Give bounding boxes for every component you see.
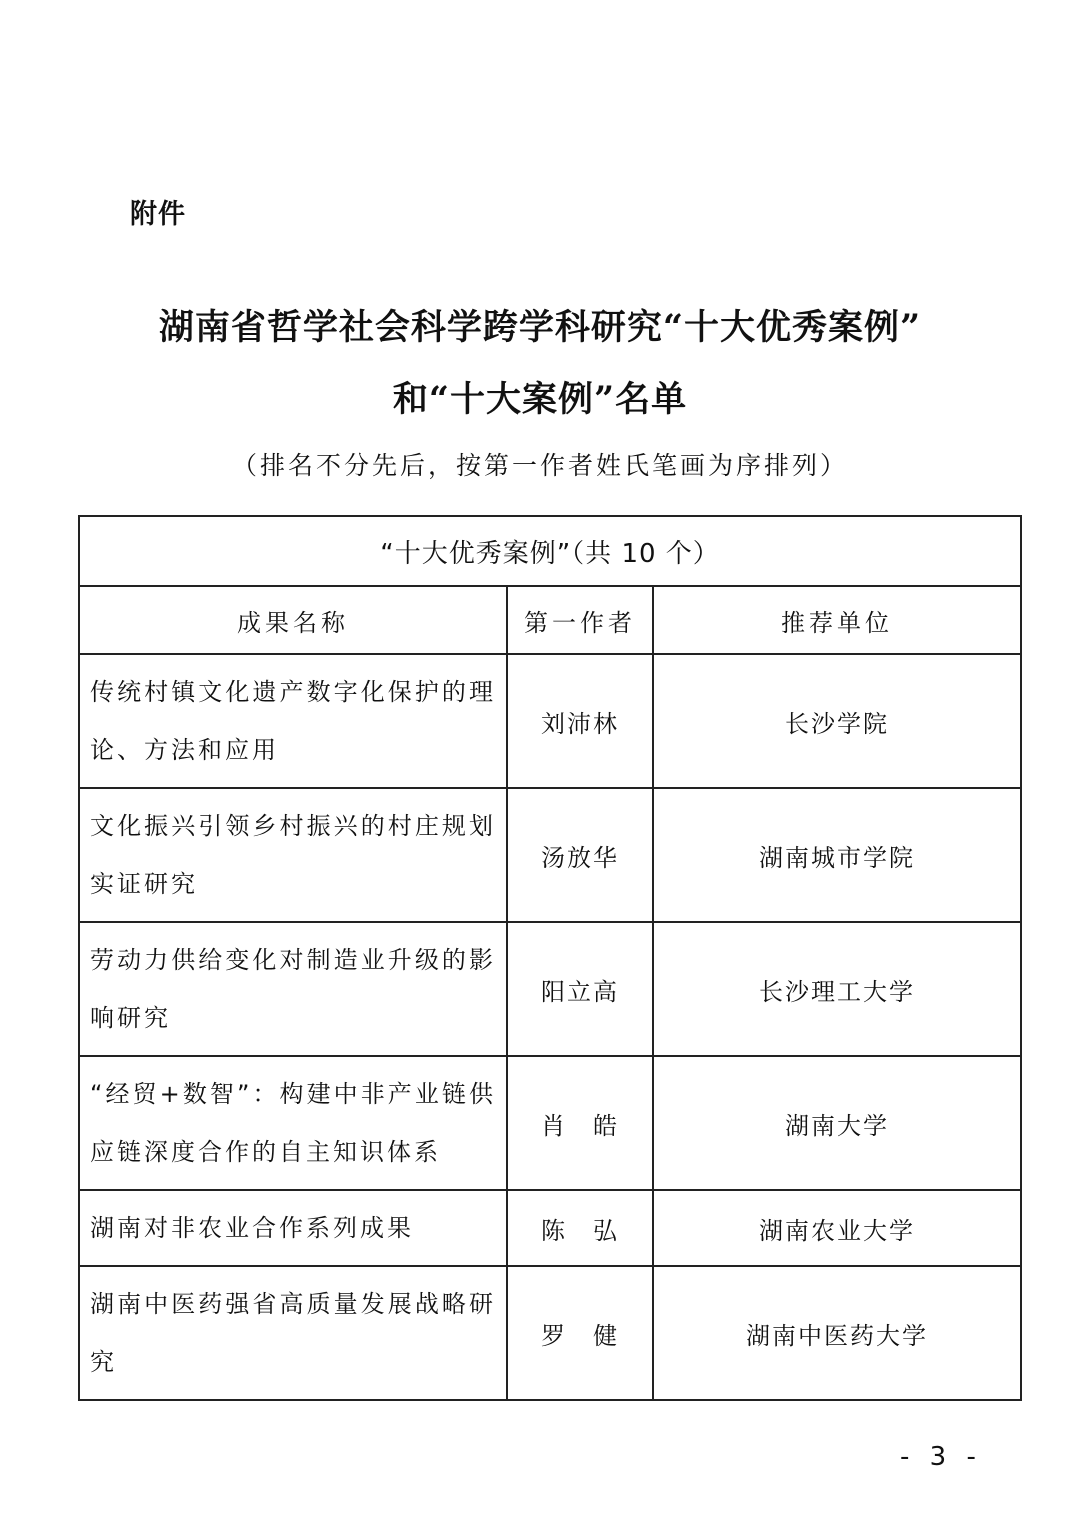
table-row: [79, 1190, 1021, 1266]
case-author: 陈 弘: [507, 1190, 653, 1266]
attachment-label: 附件: [130, 199, 186, 230]
case-unit: 湖南农业大学: [653, 1190, 1021, 1266]
column-header-author: 第一作者: [507, 586, 653, 654]
case-name: 文化振兴引领乡村振兴的村庄规划实证研究: [79, 788, 507, 922]
case-author: 刘沛林: [507, 654, 653, 788]
case-name: 湖南中医药强省高质量发展战略研究: [79, 1266, 507, 1400]
case-unit: 湖南城市学院: [653, 788, 1021, 922]
document-title-line-2: 和“十大案例”名单: [392, 379, 688, 420]
table-column-header-row: [79, 586, 1021, 654]
table-row: [79, 1056, 1021, 1190]
case-unit: 湖南大学: [653, 1056, 1021, 1190]
table-section-title: “十大优秀案例”（共 10 个）: [79, 516, 1021, 586]
ordering-note: （排名不分先后，按第一作者姓氏笔画为序排列）: [231, 451, 848, 480]
page-number: - 3 -: [900, 1442, 982, 1472]
case-unit: 长沙理工大学: [653, 922, 1021, 1056]
case-name: 湖南对非农业合作系列成果: [79, 1190, 507, 1266]
table-row: [79, 922, 1021, 1056]
case-name: “经贸+数智”：构建中非产业链供应链深度合作的自主知识体系: [79, 1056, 507, 1190]
column-header-name: 成果名称: [79, 586, 507, 654]
case-author: 罗 健: [507, 1266, 653, 1400]
case-unit: 湖南中医药大学: [653, 1266, 1021, 1400]
case-name: 劳动力供给变化对制造业升级的影响研究: [79, 922, 507, 1056]
table-row: [79, 654, 1021, 788]
document-title-line-1: 湖南省哲学社会科学跨学科研究“十大优秀案例”: [158, 307, 922, 348]
cases-table: [78, 515, 1022, 1401]
case-author: 阳立高: [507, 922, 653, 1056]
column-header-unit: 推荐单位: [653, 586, 1021, 654]
case-author: 汤放华: [507, 788, 653, 922]
case-author: 肖 皓: [507, 1056, 653, 1190]
case-unit: 长沙学院: [653, 654, 1021, 788]
table-row: [79, 1266, 1021, 1400]
table-section-header-row: [79, 516, 1021, 586]
case-name: 传统村镇文化遗产数字化保护的理论、方法和应用: [79, 654, 507, 788]
table-row: [79, 788, 1021, 922]
